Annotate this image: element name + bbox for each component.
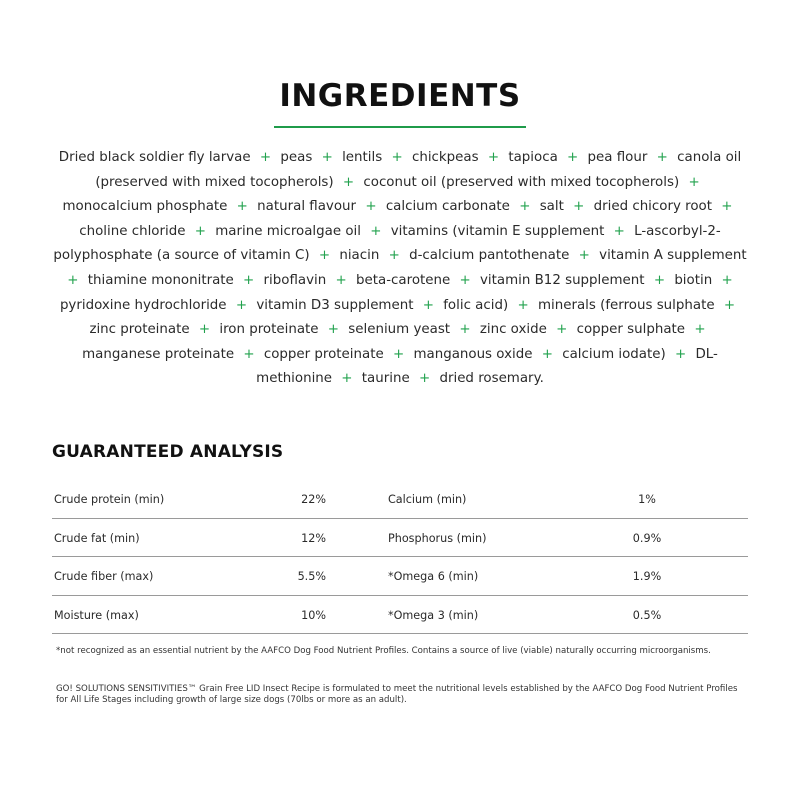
analysis-row (52, 519, 748, 558)
ingredient-separator: + (721, 272, 733, 288)
ingredient-separator: + (388, 248, 400, 264)
nutrient-label: Moisture (max) (54, 608, 139, 622)
ingredient-item: zinc oxide (479, 322, 547, 338)
ingredient-separator: + (243, 272, 255, 288)
analysis-row (52, 557, 748, 596)
ingredient-item: d-calcium pantothenate (409, 248, 570, 264)
ingredient-item: copper proteinate (263, 346, 384, 362)
nutrient-value: 5.5% (297, 570, 326, 583)
ingredient-separator: + (365, 199, 377, 215)
nutrient-value: 1.9% (632, 570, 662, 583)
ingredient-item: zinc proteinate (89, 322, 190, 338)
nutrient-value: 0.5% (632, 608, 662, 622)
nutrient-label: Crude fiber (max) (54, 570, 154, 583)
ingredient-separator: + (675, 346, 687, 362)
ingredient-item: niacin (339, 248, 380, 264)
nutrient-value: 10% (301, 608, 326, 622)
nutrient-label: Calcium (min) (388, 493, 467, 506)
ingredient-item: taurine (361, 371, 410, 387)
ingredient-separator: + (259, 150, 272, 165)
ingredient-item: peas (280, 150, 313, 165)
ingredient-separator: + (459, 322, 471, 338)
ingredient-separator: + (656, 150, 668, 165)
nutrient-value: 0.9% (632, 531, 662, 545)
ingredient-separator: + (556, 322, 568, 338)
ingredient-item: manganese proteinate (82, 346, 235, 362)
ingredient-item: riboflavin (263, 272, 327, 288)
nutrient-value: 1% (638, 493, 656, 506)
ingredient-item: manganous oxide (413, 346, 533, 362)
ingredient-item: calcium carbonate (385, 199, 510, 215)
ingredient-item: calcium iodate) (562, 346, 666, 362)
ingredient-item: pea flour (587, 150, 648, 165)
ingredient-separator: + (321, 150, 333, 165)
ingredient-item: beta-carotene (356, 272, 451, 288)
ingredient-separator: + (341, 371, 353, 387)
ingredient-item: thiamine mononitrate (87, 272, 234, 288)
aafco-statement: GO! SOLUTIONS SENSITIVITIES™ Grain Free LID Insect Recipe is formulated to meet the nutritional levels established by the AAFCO Dog Food Nutrient Profiles for All Life Stages including growth of large size dogs (70lbs or more as an adult). (56, 684, 738, 705)
ingredient-item: tapioca (508, 150, 558, 165)
ingredient-item: vitamin D3 supplement (256, 297, 414, 313)
ingredient-separator: + (392, 346, 405, 362)
ingredients-title: INGREDIENTS (279, 78, 521, 114)
ingredient-item: Dried black soldier fly larvae (58, 150, 251, 165)
nutrient-label: *Omega 3 (min) (388, 608, 479, 622)
ingredient-item: salt (539, 199, 564, 215)
ingredient-separator: + (370, 223, 382, 239)
ingredient-item: L-ascorbyl-2-polyphosphate (a source of vitamin C) (53, 223, 721, 264)
ingredient-item: natural flavour (257, 199, 357, 215)
ingredient-item: dried chicory root (593, 199, 712, 215)
ingredient-item: vitamins (vitamin E supplement (390, 223, 605, 239)
ingredient-item: vitamin A supplement (599, 248, 747, 264)
ingredient-separator: + (573, 199, 585, 215)
ingredient-separator: + (418, 371, 431, 387)
ingredient-separator: + (688, 174, 700, 190)
ingredient-separator: + (243, 346, 255, 362)
ingredient-separator: + (335, 272, 347, 288)
ingredient-separator: + (517, 297, 529, 313)
analysis-row (52, 596, 748, 635)
ingredient-item: chickpeas (411, 150, 479, 165)
ingredient-separator: + (194, 223, 206, 239)
ingredient-item: lentils (342, 150, 383, 165)
ingredient-item: DL-methionine (256, 346, 718, 387)
ingredient-separator: + (653, 272, 666, 288)
ingredient-item: copper sulphate (576, 322, 686, 338)
ingredient-separator: + (613, 223, 625, 239)
nutrient-label: Crude fat (min) (54, 531, 140, 545)
title-underline (274, 126, 526, 128)
ingredient-item: coconut oil (preserved with mixed tocopherols) (363, 174, 680, 190)
ingredient-item: vitamin B12 supplement (480, 272, 645, 288)
ingredient-separator: + (67, 272, 79, 288)
ingredient-separator: + (459, 272, 471, 288)
nutrient-label: *Omega 6 (min) (388, 570, 479, 583)
ingredients-list (50, 146, 750, 392)
ingredient-separator: + (235, 297, 248, 313)
ingredient-separator: + (391, 150, 403, 165)
footnote: *not recognized as an essential nutrient by the AAFCO Dog Food Nutrient Profiles. Contains a source of live (viable) naturally occurring microorganisms. (56, 646, 711, 656)
ingredient-item: canola oil (preserved with mixed tocopherols) (95, 150, 742, 190)
nutrient-label: Crude protein (min) (54, 493, 165, 506)
ingredient-item: iron proteinate (219, 322, 319, 338)
ingredient-item: pyridoxine hydrochloride (59, 297, 227, 313)
nutrient-value: 22% (301, 493, 326, 506)
nutrient-value: 12% (301, 531, 326, 545)
ingredient-separator: + (723, 297, 736, 313)
guaranteed-analysis-table (52, 480, 748, 634)
ingredient-item: marine microalgae oil (215, 223, 361, 239)
analysis-row (52, 480, 748, 519)
ingredient-item: biotin (674, 272, 713, 288)
ingredient-item: minerals (ferrous sulphate (537, 297, 715, 313)
ingredient-separator: + (318, 248, 331, 264)
ingredient-separator: + (198, 322, 211, 338)
ingredient-separator: + (519, 199, 531, 215)
ingredient-separator: + (342, 174, 355, 190)
ingredient-separator: + (422, 297, 434, 313)
ingredient-item: selenium yeast (348, 322, 451, 338)
ingredient-separator: + (567, 150, 579, 165)
ingredient-item: choline chloride (79, 223, 186, 239)
ingredient-separator: + (578, 248, 590, 264)
ingredient-item: folic acid) (443, 297, 509, 313)
ingredient-separator: + (236, 199, 248, 215)
ingredient-separator: + (487, 150, 500, 165)
guaranteed-analysis-title: GUARANTEED ANALYSIS (52, 442, 284, 462)
ingredient-separator: + (694, 322, 706, 338)
ingredient-separator: + (541, 346, 553, 362)
nutrient-label: Phosphorus (min) (388, 531, 487, 545)
ingredient-item: monocalcium phosphate (62, 199, 228, 215)
ingredient-item: dried rosemary. (439, 371, 544, 387)
ingredient-separator: + (721, 199, 733, 215)
ingredient-separator: + (327, 322, 340, 338)
